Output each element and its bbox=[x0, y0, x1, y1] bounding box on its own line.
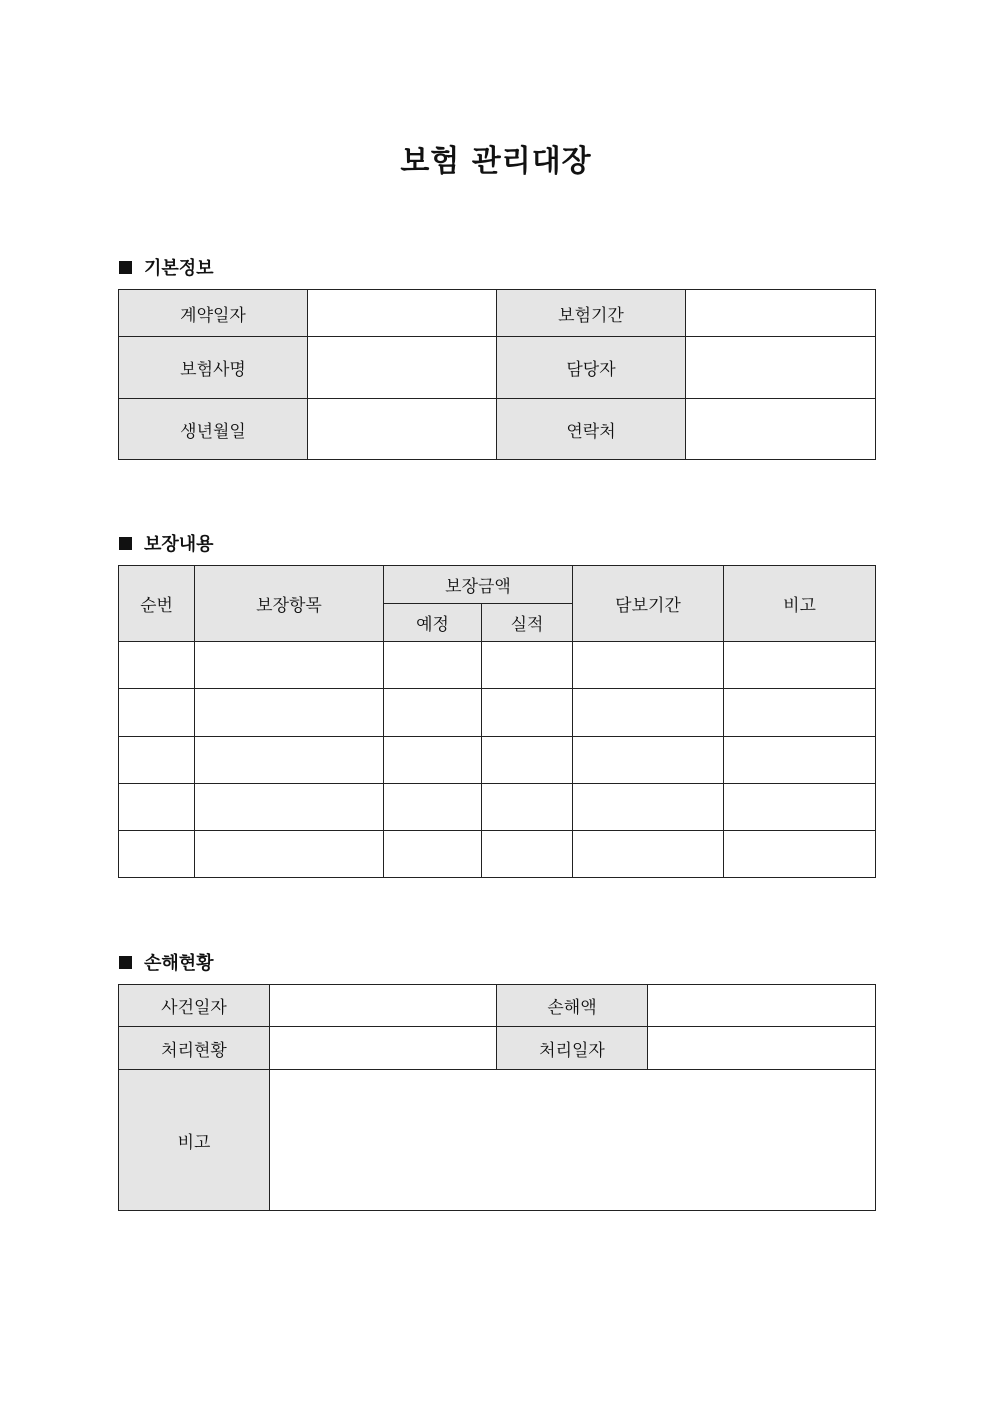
cell-note[interactable] bbox=[724, 689, 876, 737]
header-planned: 예정 bbox=[384, 604, 482, 642]
cell-note[interactable] bbox=[724, 784, 876, 831]
cell-actual[interactable] bbox=[482, 737, 573, 784]
cell-item[interactable] bbox=[195, 831, 384, 878]
cell-note[interactable] bbox=[724, 737, 876, 784]
cell-note[interactable] bbox=[724, 642, 876, 689]
cell-planned[interactable] bbox=[384, 784, 482, 831]
header-no: 순번 bbox=[119, 566, 195, 642]
cell-period[interactable] bbox=[573, 831, 724, 878]
header-actual: 실적 bbox=[482, 604, 573, 642]
cell-item[interactable] bbox=[195, 784, 384, 831]
label-loss-amount: 손해액 bbox=[497, 985, 648, 1027]
cell-planned[interactable] bbox=[384, 689, 482, 737]
table-row bbox=[119, 642, 876, 689]
header-item: 보장항목 bbox=[195, 566, 384, 642]
cell-note[interactable] bbox=[724, 831, 876, 878]
section-heading-damage bbox=[119, 949, 214, 975]
table-row bbox=[119, 831, 876, 878]
cell-no[interactable] bbox=[119, 784, 195, 831]
label-contact: 연락처 bbox=[497, 399, 686, 460]
section-heading-basic bbox=[119, 254, 214, 280]
field-note[interactable] bbox=[270, 1070, 876, 1211]
page-title: 보험 관리대장 bbox=[400, 144, 592, 179]
table-row bbox=[119, 337, 876, 399]
table-header-row bbox=[119, 566, 876, 604]
label-incident-date: 사건일자 bbox=[119, 985, 270, 1027]
label-manager: 담당자 bbox=[497, 337, 686, 399]
field-incident-date[interactable] bbox=[270, 985, 497, 1027]
label-processing-date: 처리일자 bbox=[497, 1027, 648, 1070]
label-processing-status: 처리현황 bbox=[119, 1027, 270, 1070]
cell-actual[interactable] bbox=[482, 642, 573, 689]
header-period: 담보기간 bbox=[573, 566, 724, 642]
cell-no[interactable] bbox=[119, 642, 195, 689]
field-contract-date[interactable] bbox=[308, 290, 497, 337]
cell-period[interactable] bbox=[573, 784, 724, 831]
section-heading-label: 기본정보 bbox=[144, 258, 214, 279]
cell-item[interactable] bbox=[195, 737, 384, 784]
field-manager[interactable] bbox=[686, 337, 876, 399]
cell-item[interactable] bbox=[195, 642, 384, 689]
cell-period[interactable] bbox=[573, 642, 724, 689]
cell-planned[interactable] bbox=[384, 737, 482, 784]
square-bullet-icon bbox=[119, 537, 132, 550]
section-heading-coverage bbox=[119, 530, 214, 556]
header-note: 비고 bbox=[724, 566, 876, 642]
table-row bbox=[119, 399, 876, 460]
header-amount: 보장금액 bbox=[384, 566, 573, 604]
field-contact[interactable] bbox=[686, 399, 876, 460]
cell-actual[interactable] bbox=[482, 689, 573, 737]
cell-period[interactable] bbox=[573, 689, 724, 737]
square-bullet-icon bbox=[119, 956, 132, 969]
cell-no[interactable] bbox=[119, 689, 195, 737]
cell-item[interactable] bbox=[195, 689, 384, 737]
table-row bbox=[119, 689, 876, 737]
label-birth-date: 생년월일 bbox=[119, 399, 308, 460]
field-processing-status[interactable] bbox=[270, 1027, 497, 1070]
field-processing-date[interactable] bbox=[648, 1027, 876, 1070]
cell-planned[interactable] bbox=[384, 831, 482, 878]
section-heading-label: 손해현황 bbox=[144, 953, 214, 974]
coverage-table bbox=[118, 565, 876, 878]
label-insurance-period: 보험기간 bbox=[497, 290, 686, 337]
field-insurer-name[interactable] bbox=[308, 337, 497, 399]
table-row bbox=[119, 1070, 876, 1211]
section-heading-label: 보장내용 bbox=[144, 534, 214, 555]
table-row bbox=[119, 737, 876, 784]
cell-no[interactable] bbox=[119, 831, 195, 878]
cell-actual[interactable] bbox=[482, 831, 573, 878]
cell-no[interactable] bbox=[119, 737, 195, 784]
cell-planned[interactable] bbox=[384, 642, 482, 689]
label-contract-date: 계약일자 bbox=[119, 290, 308, 337]
basic-info-table bbox=[118, 289, 876, 460]
table-row bbox=[119, 290, 876, 337]
cell-actual[interactable] bbox=[482, 784, 573, 831]
damage-table bbox=[118, 984, 876, 1211]
table-row bbox=[119, 784, 876, 831]
label-note: 비고 bbox=[119, 1070, 270, 1211]
field-birth-date[interactable] bbox=[308, 399, 497, 460]
table-row bbox=[119, 985, 876, 1027]
square-bullet-icon bbox=[119, 261, 132, 274]
cell-period[interactable] bbox=[573, 737, 724, 784]
field-insurance-period[interactable] bbox=[686, 290, 876, 337]
label-insurer-name: 보험사명 bbox=[119, 337, 308, 399]
table-row bbox=[119, 1027, 876, 1070]
field-loss-amount[interactable] bbox=[648, 985, 876, 1027]
